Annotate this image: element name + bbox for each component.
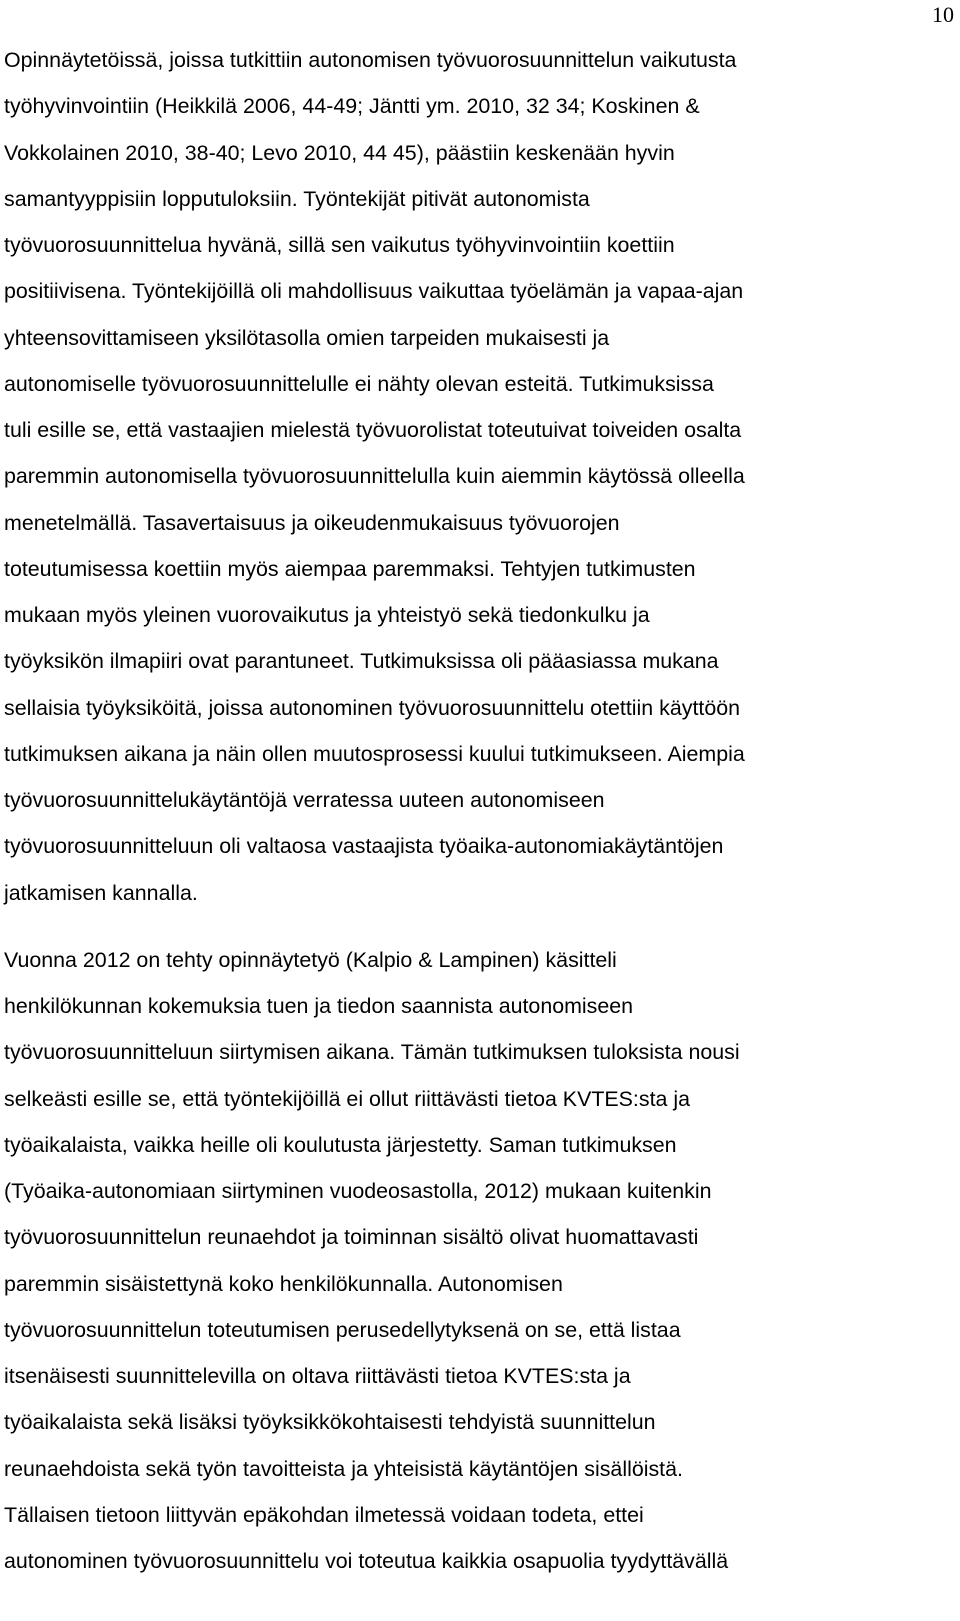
text-line: autonominen työvuorosuunnittelu voi toteutua kaikkia osapuolia tyydyttävällä (4, 1549, 729, 1573)
text-line: Vokkolainen 2010, 38-40; Levo 2010, 44 45), päästiin keskenään hyvin (4, 140, 675, 165)
page-number: 10 (932, 2, 954, 27)
text-line: autonomiselle työvuorosuunnittelulle ei nähty olevan esteitä. Tutkimuksissa (4, 371, 714, 396)
text-line: Vuonna 2012 on tehty opinnäytetyö (Kalpio & Lampinen) käsitteli (4, 947, 617, 972)
text-line: yhteensovittamiseen yksilötasolla omien tarpeiden mukaisesti ja (4, 325, 610, 350)
text-line: sellaisia työyksiköitä, joissa autonominen työvuorosuunnittelu otettiin käyttöön (4, 695, 741, 720)
text-line: työhyvinvointiin (Heikkilä 2006, 44-49; Jäntti ym. 2010, 32 34; Koskinen & (4, 94, 700, 119)
text-line: paremmin sisäistettynä koko henkilökunnalla. Autonomisen (4, 1271, 563, 1296)
text-line: työvuorosuunnittelun reunaehdot ja toiminnan sisältö olivat huomattavasti (4, 1225, 699, 1250)
text-line: työvuorosuunnitteluun oli valtaosa vastaajista työaika-autonomiakäytäntöjen (4, 834, 724, 859)
paragraph-1 (4, 37, 944, 916)
text-line: positiivisena. Työntekijöillä oli mahdollisuus vaikuttaa työelämän ja vapaa-ajan (4, 279, 744, 304)
text-line: paremmin autonomisella työvuorosuunnittelulla kuin aiemmin käytössä olleella (4, 464, 745, 489)
text-line: jatkamisen kannalla. (4, 880, 198, 905)
text-line: reunaehdoista sekä työn tavoitteista ja yhteisistä käytäntöjen sisällöistä. (4, 1456, 683, 1481)
text-line: työaikalaista sekä lisäksi työyksikkökohtaisesti tehdyistä suunnittelun (4, 1410, 656, 1435)
text-line: selkeästi esille se, että työntekijöillä ei ollut riittävästi tietoa KVTES:sta ja (4, 1086, 691, 1111)
text-line: työvuorosuunnittelua hyvänä, sillä sen vaikutus työhyvinvointiin koettiin (4, 233, 675, 257)
text-line: Opinnäytetöissä, joissa tutkittiin autonomisen työvuorosuunnittelun vaikutusta (4, 48, 737, 72)
text-line: itsenäisesti suunnittelevilla on oltava riittävästi tietoa KVTES:sta ja (4, 1364, 631, 1388)
paragraph-2 (4, 937, 944, 1585)
text-line: työvuorosuunnittelun toteutumisen perusedellytyksenä on se, että listaa (4, 1317, 681, 1342)
text-line: tuli esille se, että vastaajien mielestä työvuorolistat toteutuivat toiveiden osalta (4, 418, 742, 442)
text-line: tutkimuksen aikana ja näin ollen muutosprosessi kuului tutkimukseen. Aiempia (4, 741, 745, 766)
text-line: työyksikön ilmapiiri ovat parantuneet. Tutkimuksissa oli pääasiassa mukana (4, 649, 719, 674)
text-line: henkilökunnan kokemuksia tuen ja tiedon saannista autonomiseen (4, 994, 634, 1018)
text-line: työvuorosuunnittelukäytäntöjä verratessa uuteen autonomiseen (4, 788, 605, 812)
body-text (4, 37, 944, 1584)
text-line: samantyyppisiin lopputuloksiin. Työntekijät pitivät autonomista (4, 186, 590, 211)
text-line: työaikalaista, vaikka heille oli koulutusta järjestetty. Saman tutkimuksen (4, 1132, 677, 1157)
text-line: (Työaika-autonomiaan siirtyminen vuodeosastolla, 2012) mukaan kuitenkin (4, 1179, 712, 1203)
text-line: menetelmällä. Tasavertaisuus ja oikeudenmukaisuus työvuorojen (4, 510, 620, 535)
text-line: mukaan myös yleinen vuorovaikutus ja yhteistyö sekä tiedonkulku ja (4, 603, 650, 627)
text-line: toteutumisessa koettiin myös aiempaa paremmaksi. Tehtyjen tutkimusten (4, 556, 696, 581)
text-line: Tällaisen tietoon liittyvän epäkohdan ilmetessä voidaan todeta, ettei (4, 1502, 644, 1527)
text-line: työvuorosuunnitteluun siirtymisen aikana. Tämän tutkimuksen tuloksista nousi (4, 1040, 740, 1065)
